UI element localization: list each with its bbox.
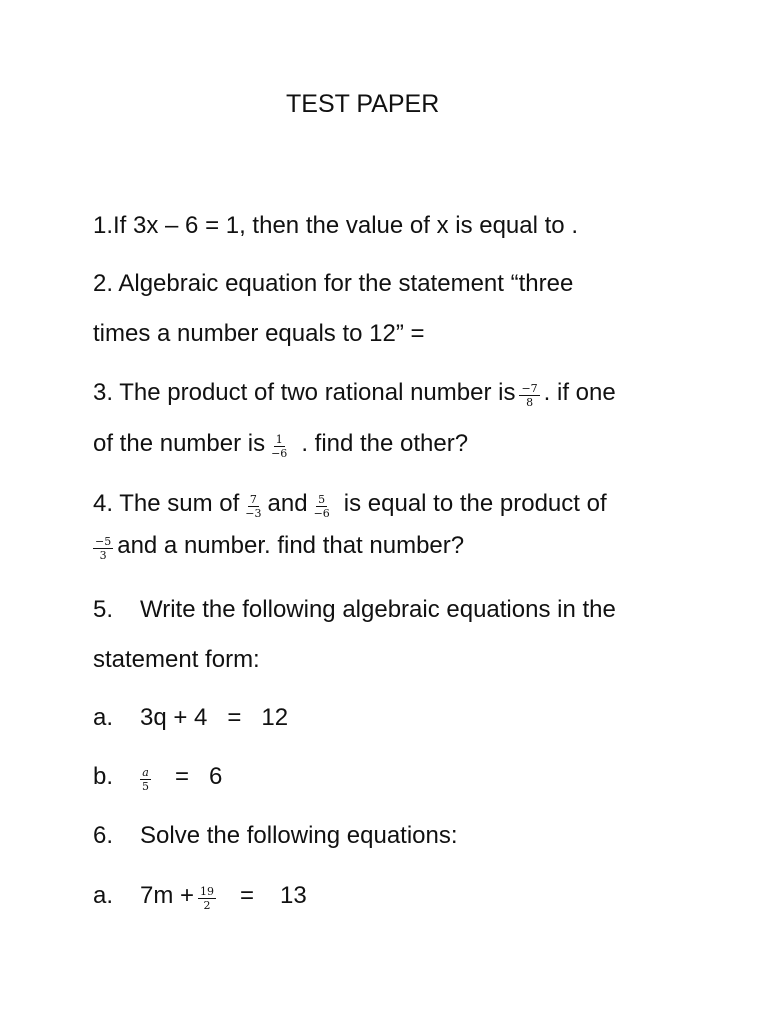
fraction-numerator: a xyxy=(142,765,149,779)
fraction-denominator: 3 xyxy=(99,548,107,562)
fraction-denominator: 5 xyxy=(142,779,149,793)
question-6a-lhs: 7m + xyxy=(140,882,195,909)
question-3-line-1 xyxy=(93,376,616,410)
fraction-denominator: −3 xyxy=(245,506,262,520)
question-4-line-2 xyxy=(93,529,464,563)
question-5-line-1 xyxy=(93,593,616,627)
question-5b xyxy=(93,760,222,794)
fraction-5-over-minus6 xyxy=(312,494,332,519)
question-6-number: 6. xyxy=(93,822,114,849)
fraction-numerator: 1 xyxy=(275,432,283,446)
question-3-text-2-end: . find the other? xyxy=(301,430,469,457)
question-5b-rhs: 6 xyxy=(209,763,223,790)
fraction-denominator: 8 xyxy=(526,395,534,409)
question-2-line-1 xyxy=(93,267,573,301)
question-5b-label: b. xyxy=(93,763,114,790)
question-3-text-2: of the number is xyxy=(93,430,266,457)
question-1 xyxy=(93,209,578,243)
fraction-a-over-5 xyxy=(140,767,151,792)
fraction-minus5-over-3 xyxy=(93,536,113,561)
question-6a xyxy=(93,879,307,913)
question-5-text-2: statement form: xyxy=(93,646,260,673)
question-4-line-1 xyxy=(93,487,607,521)
fraction-1-over-minus6 xyxy=(269,434,289,459)
question-6a-equals: = xyxy=(240,882,255,909)
question-1-text: 1.If 3x – 6 = 1, then the value of x is equal to . xyxy=(93,212,578,239)
question-6-text: Solve the following equations: xyxy=(140,822,458,849)
fraction-19-over-2 xyxy=(198,886,216,911)
question-5a-label: a. xyxy=(93,704,114,731)
question-5-text-1: Write the following algebraic equations in the xyxy=(140,596,616,623)
question-5-number: 5. xyxy=(93,596,114,623)
question-3-text-1: 3. The product of two rational number is xyxy=(93,379,516,406)
question-5b-equals: = xyxy=(175,763,190,790)
question-6 xyxy=(93,819,458,853)
question-4-text-2: and a number. find that number? xyxy=(117,532,465,559)
fraction-minus7-over-8 xyxy=(519,383,539,408)
question-5a xyxy=(93,701,288,735)
question-5a-lhs: 3q + 4 xyxy=(140,704,208,731)
question-4-and: and xyxy=(267,490,308,517)
fraction-denominator: 2 xyxy=(203,898,211,912)
question-5-line-2 xyxy=(93,643,260,677)
question-4-text-1: 4. The sum of xyxy=(93,490,240,517)
question-6a-label: a. xyxy=(93,882,114,909)
fraction-numerator: 19 xyxy=(200,884,215,898)
fraction-7-over-minus3 xyxy=(243,494,263,519)
question-4-text-1-end: is equal to the product of xyxy=(343,490,607,517)
fraction-numerator: −5 xyxy=(95,534,112,548)
page-title: TEST PAPER xyxy=(286,90,440,118)
question-5a-equals: = xyxy=(227,704,242,731)
fraction-numerator: 5 xyxy=(318,492,326,506)
fraction-denominator: −6 xyxy=(271,446,288,460)
question-5a-rhs: 12 xyxy=(261,704,289,731)
fraction-numerator: 7 xyxy=(249,492,257,506)
question-2-text-2: times a number equals to 12” = xyxy=(93,320,425,347)
question-3-text-1-end: . if one xyxy=(543,379,616,406)
fraction-denominator: −6 xyxy=(313,506,330,520)
fraction-numerator: −7 xyxy=(521,381,538,395)
question-3-line-2 xyxy=(93,427,468,461)
question-2-line-2 xyxy=(93,317,425,351)
question-2-text-1: 2. Algebraic equation for the statement “three xyxy=(93,270,574,297)
question-6a-rhs: 13 xyxy=(280,882,307,909)
